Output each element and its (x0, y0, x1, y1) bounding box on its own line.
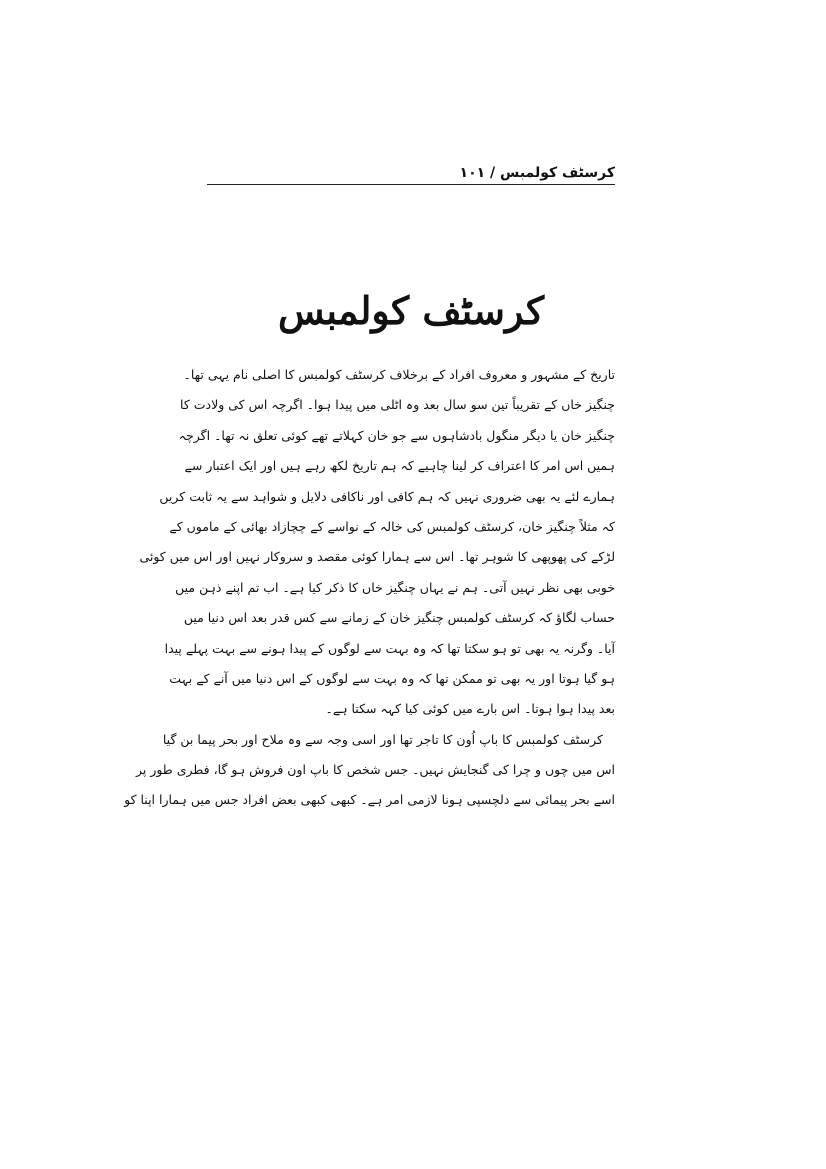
text-line: کہ مثلاً چنگیز خان، کرسٹف کولمبس کی خالہ کے نواسے کے چچازاد بھائی کے ماموں کے (169, 518, 615, 534)
text-line: حساب لگاؤ کہ کرسٹف کولمبس چنگیز خان کے زمانے سے کس قدر بعد اس دنیا میں (183, 610, 615, 626)
text-line: ہمارے لئے یہ بھی ضروری نہیں کہ ہم کافی اور ناکافی دلایل و شواہد سے یہ ثابت کریں (159, 488, 615, 504)
text-line: اس میں چوں و چرا کی گنجایش نہیں۔ جس شخص کا باپ اون فروش ہو گا، فطری طور پر (135, 762, 615, 778)
text-line: اسے بحر پیمائی سے دلچسپی ہونا لازمی امر ہے۔ کبھی کبھی بعض افراد جس میں ہمارا اپنا کو (124, 792, 615, 808)
paragraph-1 (139, 360, 615, 725)
text-line: ہو گیا ہوتا اور یہ بھی تو ممکن تھا کہ وہ بہت سے لوگوں کے اس دنیا میں آنے کے بہت (169, 670, 615, 686)
chapter-title: کرسٹف کولمبس (277, 288, 545, 333)
text-line: لڑکے کی پھوپھی کا شوہر تھا۔ اس سے ہمارا کوئی مقصد و سروکار نہیں اور اس میں کوئی (139, 549, 615, 565)
text-line: ہمیں اس امر کا اعتراف کر لینا چاہیے کہ ہم تاریخ لکھ رہے ہیں اور ایک اعتبار سے (184, 458, 615, 474)
text-line: چنگیز خاں کے تقریباً تین سو سال بعد وہ اٹلی میں پیدا ہوا۔ اگرچہ اس کی ولادت کا (180, 397, 615, 413)
running-header: کرسٹف کولمبس / ۱۰۱ (459, 165, 615, 181)
text-line: آیا۔ وگرنہ یہ بھی تو ہو سکتا تھا کہ وہ بہت سے لوگوں کے پیدا ہونے سے بہت پہلے پیدا (164, 640, 615, 656)
text-line: بعد پیدا ہوا ہوتا۔ اس بارے میں کوئی کیا کہہ سکتا ہے۔ (325, 701, 615, 717)
header-rule (207, 184, 615, 185)
text-line: خوبی بھی نظر نہیں آتی۔ ہم نے یہاں چنگیز خاں کا ذکر کیا ہے۔ اب تم اپنے ذہن میں (175, 579, 615, 595)
text-line: کرسٹف کولمبس کا باپ اُون کا تاجر تھا اور اسی وجہ سے وہ ملاح اور بحر پیما بن گیا (162, 731, 603, 747)
text-line: چنگیز خان یا دیگر منگول بادشاہوں سے جو خان کہلاتے تھے کوئی تعلق نہ تھا۔ اگرچہ (178, 427, 615, 443)
body-text (124, 360, 615, 816)
text-line: تاریخ کے مشہور و معروف افراد کے برخلاف کرسٹف کولمبس کا اصلی نام یہی تھا۔ (183, 367, 615, 382)
paragraph-2 (124, 725, 615, 816)
